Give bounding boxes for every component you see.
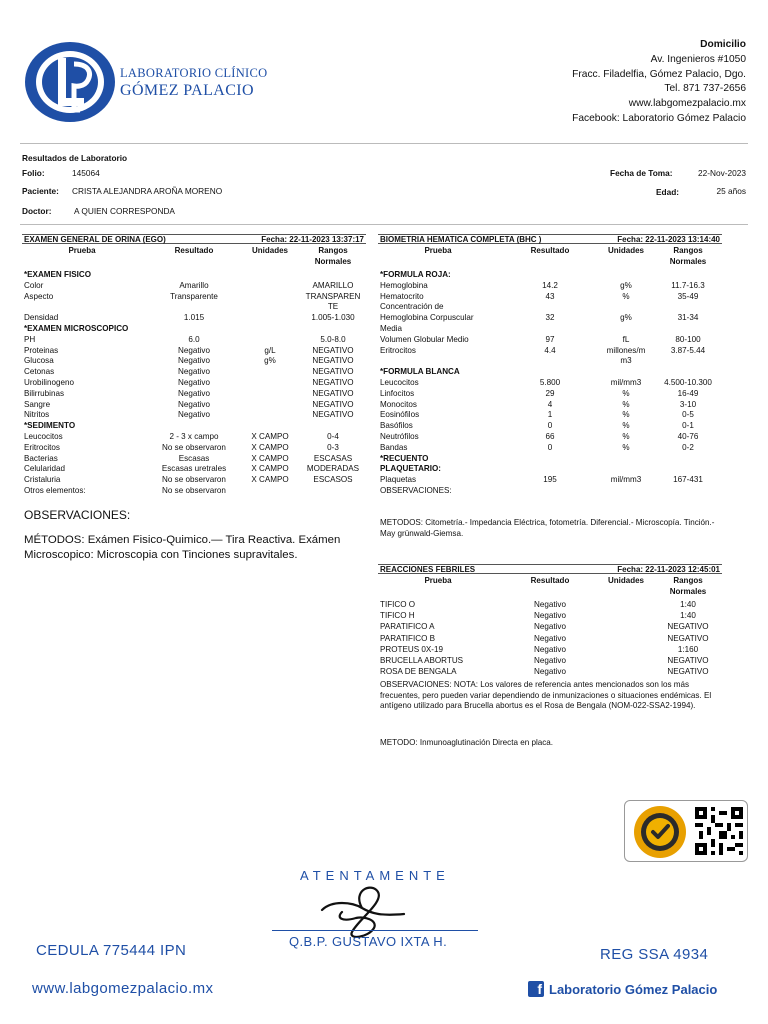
- ego-result-value: 6.0: [188, 334, 200, 344]
- bhc-units-value: %: [622, 388, 630, 398]
- bhc-units-value: %: [622, 432, 630, 441]
- ego-observations: OBSERVACIONES:: [24, 508, 131, 522]
- bhc-test-name: Media: [380, 324, 403, 333]
- febriles-test-name: PARATIFICO B: [380, 633, 436, 643]
- ego-range-value: MODERADAS: [306, 464, 360, 474]
- ego-row: [24, 281, 368, 292]
- ego-range-value: NEGATIVO: [312, 356, 354, 366]
- bhc-result-value: 29: [545, 388, 555, 398]
- febriles-result-value: Negativo: [534, 656, 566, 665]
- febriles-range-value: NEGATIVO: [667, 667, 709, 677]
- lab-name-line2: GÓMEZ PALACIO: [120, 82, 254, 99]
- ego-test-name: Densidad: [24, 313, 59, 323]
- bhc-result-value: 97: [545, 334, 555, 344]
- ego-result-value: Negativo: [178, 399, 210, 409]
- bhc-row: [380, 389, 724, 400]
- bhc-units-value: mil/mm3: [610, 378, 642, 387]
- ego-row: [24, 400, 368, 411]
- febriles-row: [380, 600, 724, 611]
- ego-units-value: g%: [264, 356, 276, 366]
- age-label: Edad:: [656, 187, 680, 197]
- date-label: Fecha de Toma:: [610, 168, 673, 178]
- bhc-test-name: *FORMULA BLANCA: [380, 367, 460, 377]
- febriles-range-value: NEGATIVO: [667, 656, 709, 665]
- ego-row: [24, 443, 368, 454]
- bhc-row: [380, 475, 724, 486]
- closing-text: ATENTAMENTE: [300, 868, 450, 883]
- ego-range-value: NEGATIVO: [312, 378, 354, 387]
- bhc-row: [380, 356, 724, 367]
- ego-range-value: 0-4: [327, 432, 339, 441]
- bhc-units-value: %: [622, 442, 630, 452]
- febriles-result-value: Negativo: [534, 644, 566, 654]
- ego-range-value: NEGATIVO: [312, 388, 354, 398]
- bhc-test-name: Eosinófilos: [380, 410, 420, 420]
- ego-test-name: Nitritos: [24, 410, 50, 420]
- febriles-observations: OBSERVACIONES: NOTA: Los valores de referencia antes mencionados son los más frecuentes, pero pueden variar dependiendo de inmunizaciones o situaciones endémicas. El antígeno utilizado para Brucella abortus es el Rosa de Bengala (NOM-022-SSA2-1994).: [380, 680, 712, 710]
- febriles-range-value: NEGATIVO: [667, 622, 709, 632]
- bhc-title: BIOMETRIA HEMATICA COMPLETA (BHC ): [380, 235, 542, 244]
- bhc-row: [380, 270, 724, 281]
- bhc-test-name: Eritrocitos: [380, 345, 416, 355]
- address-block: [572, 38, 746, 127]
- bhc-range-value: 3-10: [679, 399, 697, 409]
- qr-code-icon[interactable]: [695, 807, 743, 855]
- ego-col-result: Resultado: [174, 246, 214, 255]
- bhc-row: [380, 335, 724, 346]
- bhc-row: [380, 421, 724, 432]
- ego-header: [22, 234, 366, 244]
- bhc-result-value: 32: [545, 313, 555, 323]
- folio-label: Folio:: [22, 168, 45, 178]
- bhc-col-units: Unidades: [607, 246, 644, 255]
- bhc-result-value: 1: [547, 410, 553, 420]
- febriles-title: REACCIONES FEBRILES: [380, 565, 476, 574]
- divider: [20, 143, 748, 144]
- ego-test-name: Proteinas: [24, 345, 59, 355]
- bhc-units-value: fL: [622, 334, 630, 344]
- bhc-range-value: 3.87-5.44: [670, 345, 706, 355]
- bhc-range-value: 31-34: [677, 313, 699, 323]
- bhc-result-value: 195: [543, 475, 557, 485]
- bhc-units-value: %: [622, 410, 630, 420]
- febriles-row: [380, 656, 724, 667]
- bhc-test-name: OBSERVACIONES:: [380, 486, 452, 495]
- ego-row: [24, 454, 368, 465]
- bhc-range-value: 4.500-10.300: [664, 378, 712, 387]
- age-value: 25 años: [716, 186, 746, 196]
- febriles-range-value: 1:160: [677, 644, 699, 654]
- lab-logo-icon: [22, 40, 118, 124]
- bhc-test-name: Linfocitos: [380, 388, 415, 398]
- bhc-test-name: Basófilos: [380, 421, 413, 431]
- ego-units-value: X CAMPO: [251, 475, 289, 485]
- bhc-test-name: Bandas: [380, 442, 408, 452]
- bhc-range-value: 16-49: [677, 388, 699, 398]
- ego-units-value: X CAMPO: [251, 453, 289, 463]
- febriles-result-value: Negativo: [534, 667, 566, 677]
- bhc-result-value: 0: [547, 421, 553, 431]
- ego-test-name: Glucosa: [24, 356, 54, 366]
- divider: [20, 224, 748, 225]
- febriles-test-name: TIFICO H: [380, 611, 415, 621]
- ego-title: EXAMEN GENERAL DE ORINA (EGO): [24, 235, 166, 244]
- bhc-date: Fecha: 22-11-2023 13:14:40: [617, 235, 720, 244]
- certification-panel: [624, 800, 748, 862]
- ego-test-name: Leucocitos: [24, 432, 63, 441]
- ego-result-value: Transparente: [170, 291, 218, 301]
- ego-result-value: 2 - 3 x campo: [169, 432, 219, 441]
- doctor-name: A QUIEN CORRESPONDA: [74, 206, 175, 216]
- section-title: Resultados de Laboratorio: [22, 153, 128, 163]
- address-facebook: Facebook: Laboratorio Gómez Palacio: [572, 112, 746, 124]
- ego-row: [24, 367, 368, 378]
- ego-range-value: NEGATIVO: [312, 410, 354, 420]
- ego-result-value: Escasas: [178, 453, 210, 463]
- bhc-row: [380, 464, 724, 475]
- certified-seal-icon: [633, 805, 687, 859]
- bhc-units-value: g%: [620, 280, 632, 290]
- ego-row: [24, 292, 368, 303]
- bhc-test-name: Hemoglobina: [380, 280, 428, 290]
- ego-range-value: ESCASAS: [313, 453, 353, 463]
- bhc-row: [380, 346, 724, 357]
- ego-range-value: NEGATIVO: [312, 345, 354, 355]
- reg-ssa-text: REG SSA 4934: [600, 946, 709, 963]
- bhc-methods: METODOS: Citometría.- Impedancia Eléctrica, fotometría. Diferencial.- Microscopía. Tinción.- May grünwald-Giemsa.: [380, 518, 715, 538]
- bhc-row: [380, 292, 724, 303]
- ego-test-name: Celularidad: [24, 464, 65, 474]
- bhc-test-name: Concentración de: [380, 302, 444, 312]
- cedula-text: CEDULA 775444 IPN: [36, 942, 187, 959]
- doctor-label: Doctor:: [22, 206, 52, 216]
- bhc-test-name: Leucocitos: [380, 378, 419, 387]
- bhc-test-name: *FORMULA ROJA:: [380, 270, 451, 279]
- ego-test-name: Bilirrubinas: [24, 388, 65, 398]
- ego-range-value: NEGATIVO: [312, 399, 354, 409]
- bhc-result-value: 0: [547, 442, 553, 452]
- ego-range-value: 5.0-8.0: [320, 334, 346, 344]
- ego-col-test: Prueba: [68, 246, 96, 255]
- ego-test-name: Aspecto: [24, 291, 54, 301]
- bhc-row: [380, 410, 724, 421]
- bhc-test-name: Monocitos: [380, 399, 417, 409]
- bhc-row: [380, 432, 724, 443]
- ego-test-name: Cetonas: [24, 367, 55, 377]
- bhc-test-name: Plaquetas: [380, 475, 416, 485]
- ego-result-value: Negativo: [178, 356, 210, 366]
- febriles-method: METODO: Inmunoaglutinación Directa en placa.: [380, 738, 554, 747]
- bhc-units-value: g%: [620, 313, 632, 323]
- bhc-test-name: *RECUENTO: [380, 453, 429, 463]
- bhc-range-value: 35-49: [677, 291, 699, 301]
- date-value: 22-Nov-2023: [698, 168, 746, 178]
- address-line: Fracc. Filadelfia, Gómez Palacio, Dgo.: [572, 68, 746, 80]
- ego-date: Fecha: 22-11-2023 13:37:17: [261, 235, 364, 244]
- febriles-range-value: NEGATIVO: [667, 633, 709, 643]
- febriles-result-value: Negativo: [534, 633, 566, 643]
- ego-range-value: 1.005-1.030: [311, 313, 355, 323]
- folio-value: 145064: [72, 168, 100, 178]
- ego-result-value: Negativo: [178, 410, 210, 420]
- ego-units-value: X CAMPO: [251, 464, 289, 474]
- bhc-result-value: 4.4: [544, 345, 556, 355]
- signer-name: Q.B.P. GUSTAVO IXTA H.: [289, 934, 448, 949]
- bhc-row: [380, 324, 724, 335]
- febriles-header: [378, 564, 722, 574]
- febriles-row: [380, 611, 724, 622]
- facebook-icon[interactable]: f: [528, 981, 544, 997]
- bhc-result-value: 14.2: [542, 280, 558, 290]
- ego-units-value: g/L: [264, 345, 276, 355]
- febriles-result-value: Negativo: [534, 622, 566, 632]
- ego-row: [24, 335, 368, 346]
- bhc-range-value: 0-2: [682, 442, 694, 452]
- ego-test-name: Bacterias: [24, 453, 58, 463]
- ego-methods: MÉTODOS: Exámen Fisico-Quimico.— Tira Reactiva. Exámen Microscopico: Microscopia con Tinciones supravitales.: [24, 534, 341, 561]
- ego-test-name: Sangre: [24, 399, 51, 409]
- bhc-col-result: Resultado: [530, 246, 570, 255]
- ego-test-name: *SEDIMENTO: [24, 421, 76, 431]
- bhc-units-value: m3: [620, 356, 632, 366]
- ego-col-units: Unidades: [251, 246, 288, 255]
- ego-result-value: Negativo: [178, 388, 210, 398]
- ego-units-value: X CAMPO: [251, 432, 289, 441]
- bhc-result-value: 43: [545, 291, 555, 301]
- ego-row: [24, 475, 368, 486]
- febriles-col-units: Unidades: [607, 576, 644, 585]
- febriles-range-value: 1:40: [680, 611, 696, 621]
- bhc-row: [380, 400, 724, 411]
- bhc-row: [380, 281, 724, 292]
- ego-row: [24, 410, 368, 421]
- febriles-row: [380, 634, 724, 645]
- febriles-row: [380, 622, 724, 633]
- signature-icon: [312, 880, 412, 940]
- bhc-range-value: 80-100: [675, 334, 701, 344]
- bhc-col-test: Prueba: [424, 246, 452, 255]
- febriles-row: [380, 645, 724, 656]
- ego-test-name: PH: [24, 334, 36, 344]
- ego-row: [24, 346, 368, 357]
- bhc-units-value: %: [622, 399, 630, 409]
- bhc-test-name: PLAQUETARIO:: [380, 464, 441, 474]
- ego-row: [24, 356, 368, 367]
- ego-test-name: Urobilinogeno: [24, 378, 74, 387]
- febriles-col-test: Prueba: [424, 576, 452, 585]
- ego-range-value: TE: [327, 302, 339, 312]
- ego-test-name: *EXAMEN MICROSCOPICO: [24, 324, 129, 333]
- bhc-range-value: 0-5: [682, 410, 694, 420]
- bhc-col-range: Rangos Normales: [669, 246, 707, 266]
- footer-website-link[interactable]: www.labgomezpalacio.mx: [32, 980, 214, 997]
- ego-test-name: *EXAMEN FISICO: [24, 270, 92, 279]
- ego-row: [24, 378, 368, 389]
- ego-range-value: TRANSPAREN: [305, 291, 361, 301]
- febriles-test-name: ROSA DE BENGALA: [380, 667, 457, 677]
- bhc-test-name: Hematocrito: [380, 291, 424, 301]
- bhc-test-name: Neutrófilos: [380, 432, 419, 441]
- ego-range-value: 0-3: [327, 442, 339, 452]
- febriles-test-name: TIFICO O: [380, 600, 416, 609]
- febriles-date: Fecha: 22-11-2023 12:45:01: [617, 565, 720, 574]
- bhc-units-value: %: [622, 421, 630, 431]
- signature-line: [272, 930, 478, 931]
- bhc-row: [380, 313, 724, 324]
- ego-result-value: No se observaron: [162, 486, 226, 495]
- ego-range-value: AMARILLO: [312, 280, 354, 290]
- bhc-row: [380, 378, 724, 389]
- bhc-units-value: millones/m: [606, 345, 646, 355]
- ego-test-name: Otros elementos:: [24, 486, 86, 495]
- bhc-row: [380, 302, 724, 313]
- ego-result-value: No se observaron: [162, 442, 226, 452]
- patient-name: CRISTA ALEJANDRA AROÑA MORENO: [72, 186, 223, 196]
- ego-test-name: Eritrocitos: [24, 442, 60, 452]
- febriles-test-name: PROTEUS 0X-19: [380, 644, 443, 654]
- bhc-range-value: 11.7-16.3: [671, 280, 705, 290]
- address-phone: Tel. 871 737-2656: [664, 83, 746, 95]
- ego-row: [24, 302, 368, 313]
- ego-row: [24, 389, 368, 400]
- febriles-test-name: PARATIFICO A: [380, 622, 435, 632]
- bhc-units-value: mil/mm3: [610, 475, 642, 485]
- bhc-row: [380, 486, 724, 497]
- lab-name-line1: LABORATORIO CLÍNICO: [120, 66, 268, 80]
- bhc-row: [380, 367, 724, 378]
- febriles-row: [380, 667, 724, 678]
- ego-result-value: Negativo: [178, 345, 210, 355]
- ego-row: [24, 324, 368, 335]
- footer-facebook-link[interactable]: Laboratorio Gómez Palacio: [549, 982, 718, 997]
- febriles-test-name: BRUCELLA ABORTUS: [380, 656, 464, 665]
- bhc-result-value: 66: [545, 432, 555, 441]
- ego-result-value: Amarillo: [179, 280, 209, 290]
- ego-result-value: No se observaron: [162, 475, 226, 485]
- address-website: www.labgomezpalacio.mx: [628, 98, 746, 110]
- ego-row: [24, 464, 368, 475]
- bhc-result-value: 5.800: [539, 378, 561, 387]
- ego-result-value: Negativo: [178, 367, 210, 377]
- ego-range-value: ESCASOS: [313, 475, 353, 485]
- ego-units-value: X CAMPO: [251, 442, 289, 452]
- febriles-range-value: 1:40: [680, 600, 696, 609]
- ego-range-value: NEGATIVO: [312, 367, 354, 377]
- bhc-result-value: 4: [547, 399, 553, 409]
- bhc-row: [380, 443, 724, 454]
- ego-row: [24, 270, 368, 281]
- febriles-col-range: Rangos Normales: [669, 576, 707, 596]
- febriles-result-value: Negativo: [534, 600, 566, 609]
- address-line: Av. Ingenieros #1050: [650, 53, 746, 65]
- bhc-test-name: Hemoglobina Corpuscular: [380, 313, 474, 323]
- ego-result-value: 1.015: [183, 313, 205, 323]
- ego-test-name: Color: [24, 280, 44, 290]
- ego-col-range: Rangos Normales: [314, 246, 352, 266]
- ego-result-value: Escasas uretrales: [161, 464, 227, 474]
- bhc-header: [378, 234, 722, 244]
- ego-row: [24, 421, 368, 432]
- bhc-range-value: 40-76: [677, 432, 699, 441]
- febriles-result-value: Negativo: [534, 611, 566, 621]
- bhc-test-name: Volumen Globular Medio: [380, 334, 469, 344]
- bhc-range-value: 167-431: [673, 475, 703, 485]
- patient-label: Paciente:: [22, 186, 59, 196]
- bhc-range-value: 0-1: [682, 421, 694, 431]
- bhc-row: [380, 454, 724, 465]
- ego-result-value: Negativo: [178, 378, 210, 387]
- ego-test-name: Cristaluria: [24, 475, 61, 485]
- febriles-col-result: Resultado: [530, 576, 570, 585]
- ego-row: [24, 432, 368, 443]
- bhc-units-value: %: [622, 291, 630, 301]
- address-heading: Domicilio: [700, 39, 746, 50]
- ego-row: [24, 486, 368, 497]
- ego-row: [24, 313, 368, 324]
